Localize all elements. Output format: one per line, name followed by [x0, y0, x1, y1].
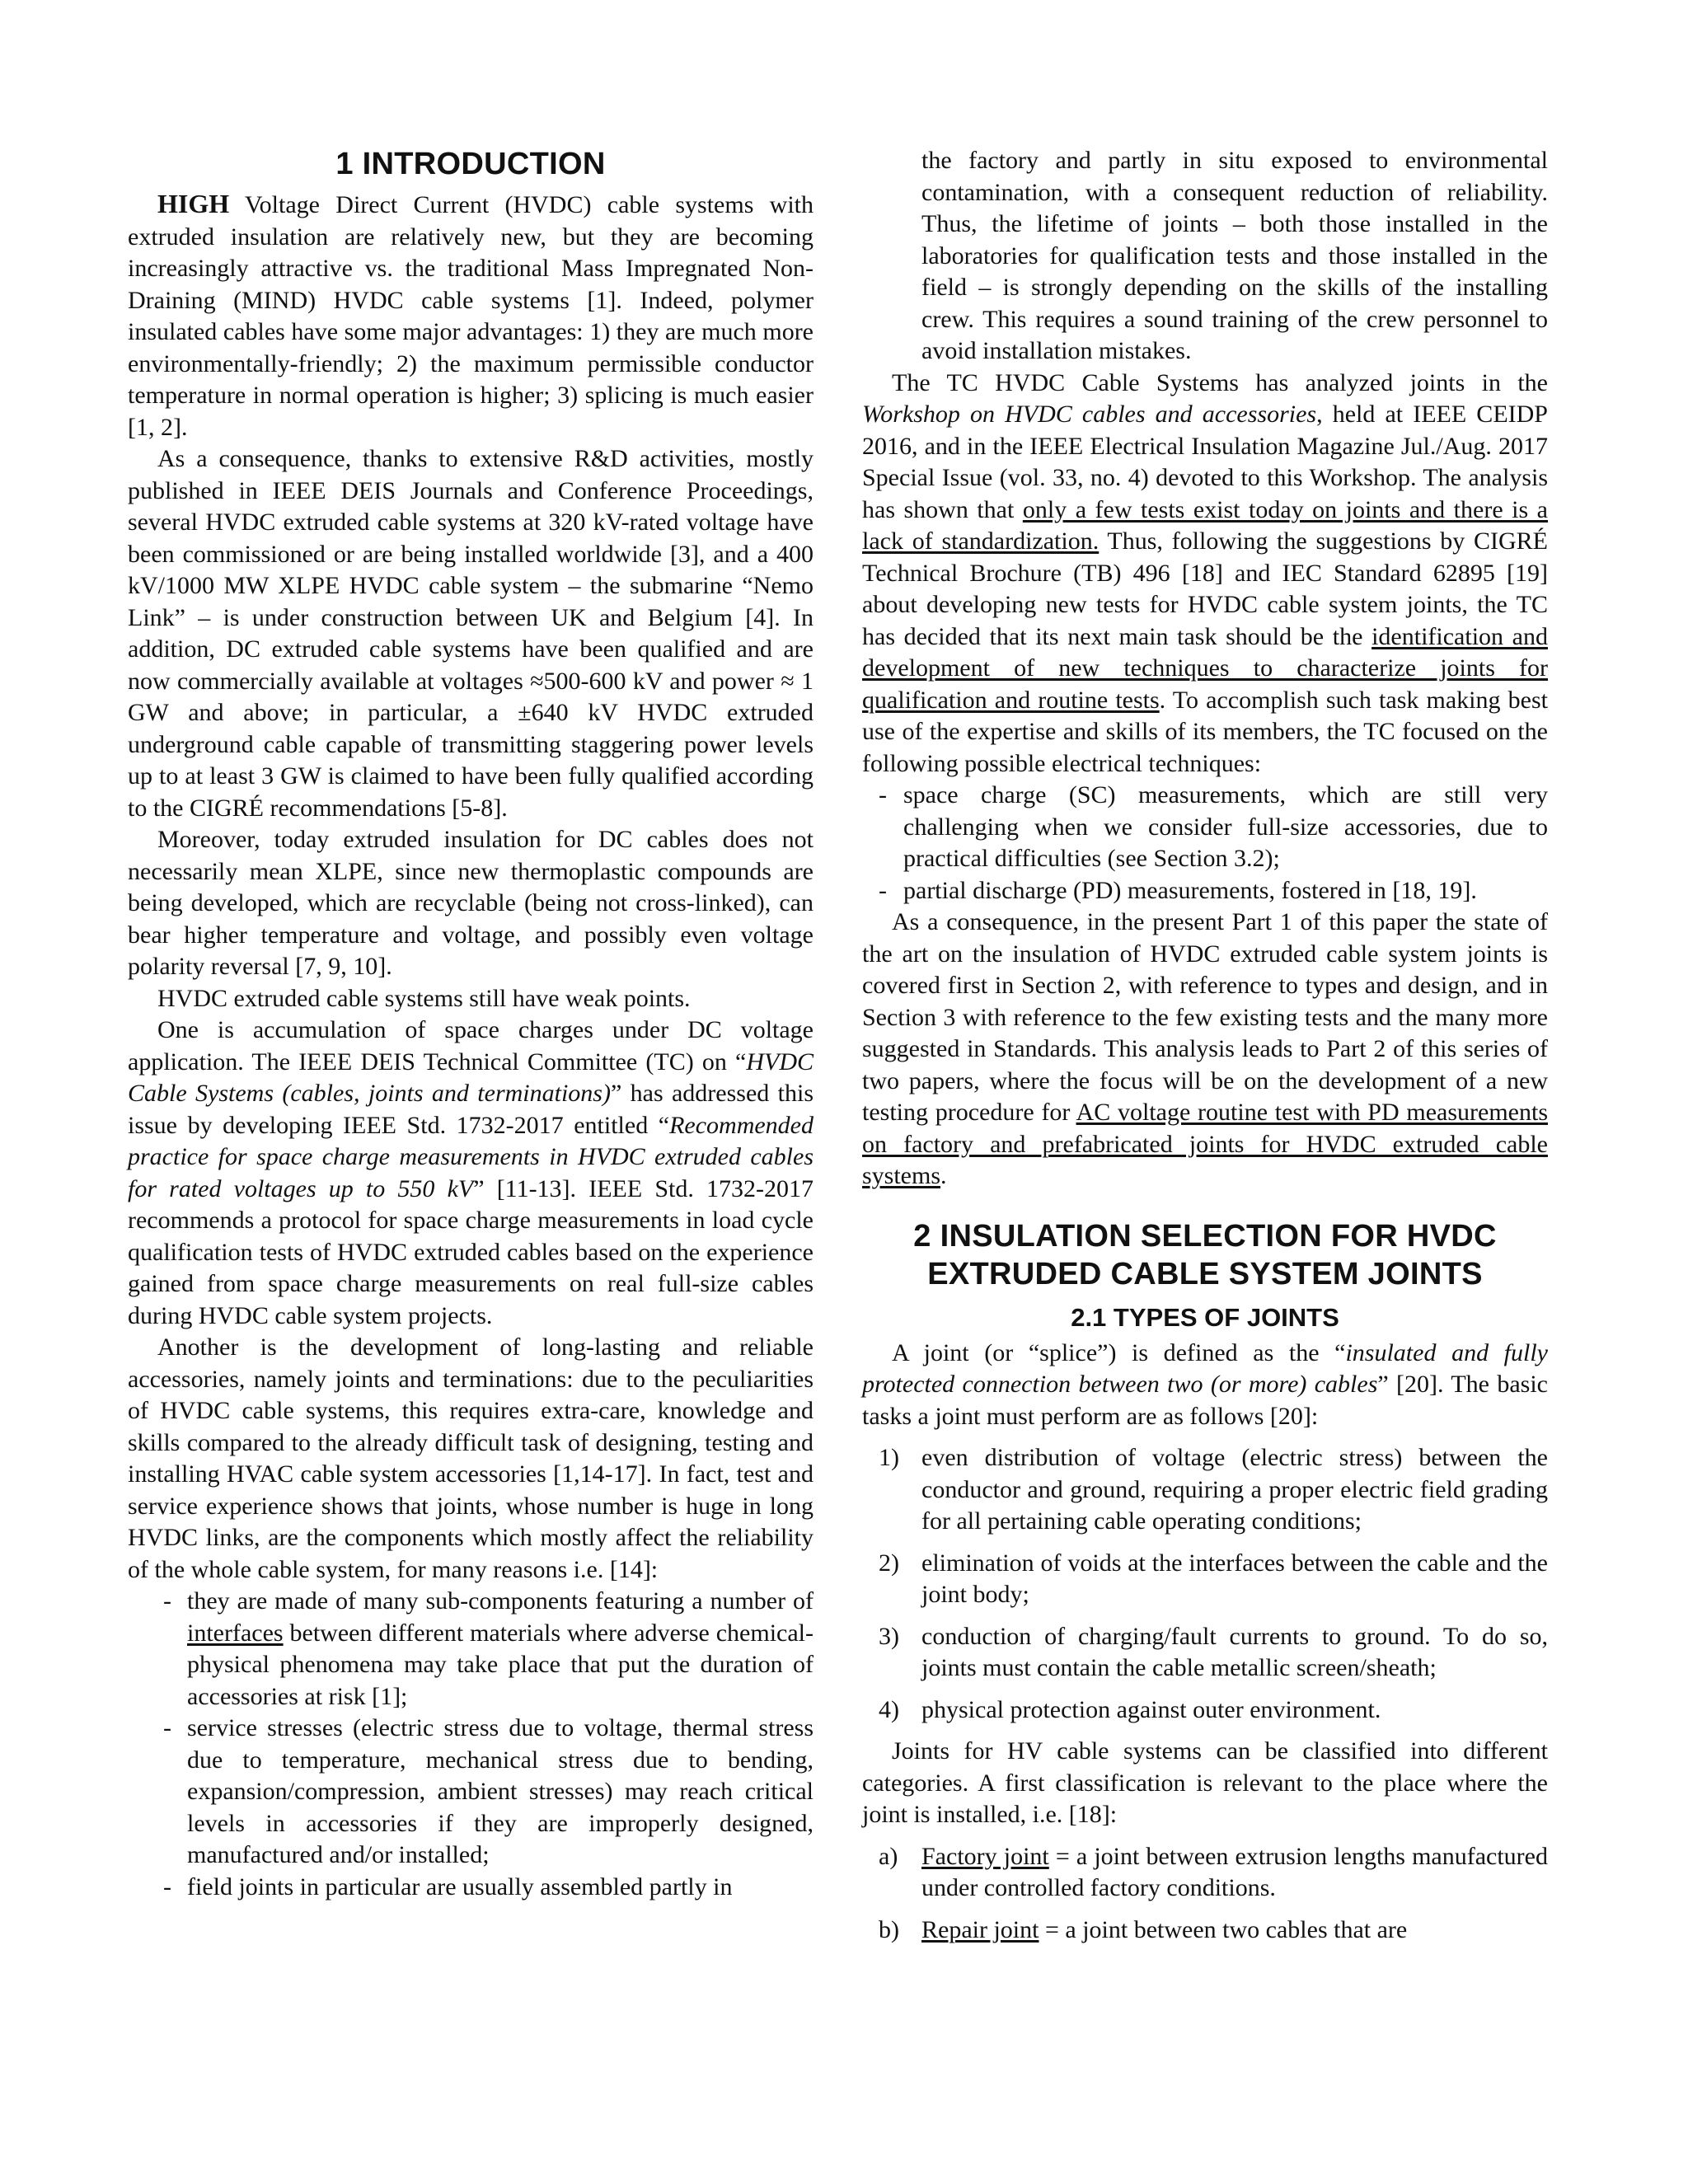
- list-item: b) Repair joint = a joint between two cables that are: [879, 1915, 1408, 1943]
- list-item: - partial discharge (PD) measurements, fostered in [18, 19].: [879, 876, 1477, 904]
- tc-paragraph: The TC HVDC Cable Systems has analyzed joints in the Workshop on HVDC cables and accessories, held at IEEE CEIDP 2016, and in the IEEE Electrical Insulation Magazine Jul./Aug. 2017 Special Issue (vol. 33, no. 4) devoted to this Workshop. The analysis has shown that only a few tests exist today on joints and there is a lack of standardization. Thus, following the suggestions by CIGRÉ Technical Brochure (TB) 496 [18] and IEC Standard 62895 [19] about developing new tests for HVDC cable system joints, the TC has decided that its next main task should be the identification and development of new techniques to characterize joints for qualification and routine tests. To accomplish such task making best use of the expertise and skills of its members, the TC focused on the following possible electrical techniques:: [862, 368, 1548, 777]
- joint-definition-paragraph: A joint (or “splice”) is defined as the “insulated and fully protected connection between two (or more) cables” [20]. The basic tasks a joint must perform are as follows [20]:: [862, 1338, 1548, 1430]
- list-item: - service stresses (electric stress due to voltage, thermal stress due to temperature, mechanical stress due to bending, expansion/compression, ambient stresses) may reach critical levels in accessories if they are improperly designed, manufactured and/or installed;: [163, 1714, 814, 1868]
- list-item: 3) conduction of charging/fault currents to ground. To do so, joints must contain the cable metallic screen/sheath;: [879, 1622, 1548, 1681]
- joint-categories-list: [862, 1841, 1548, 1947]
- intro-paragraph-5: One is accumulation of space charges under DC voltage application. The IEEE DEIS Technical Committee (TC) on “HVDC Cable Systems (cables, joints and terminations)” has addressed this issue by developing IEEE Std. 1732-2017 entitled “Recommended practice for space charge measurements in HVDC extruded cables for rated voltages up to 550 kV” [11-13]. IEEE Std. 1732-2017 recommends a protocol for space charge measurements in load cycle qualification tests of HVDC extruded cables based on the experience gained from space charge measurements on real full-size cables during HVDC cable system projects.: [128, 1016, 814, 1329]
- consequence-paragraph: As a consequence, in the present Part 1 of this paper the state of the art on the insulation of HVDC extruded cable system joints is covered first in Section 2, with reference to types and design, and in Section 3 with reference to the few existing tests and the many more suggested in Standards. This analysis leads to Part 2 of this series of two papers, where the focus will be on the development of a new testing procedure for AC voltage routine test with PD measurements on factory and prefabricated joints for HVDC extruded cable systems.: [862, 908, 1548, 1189]
- list-item: 2) elimination of voids at the interfaces between the cable and the joint body;: [879, 1549, 1548, 1608]
- list-item: - space charge (SC) measurements, which are still very challenging when we consider full-size accessories, due to practical difficulties (see Section 3.2);: [879, 781, 1548, 872]
- list-item: 4) physical protection against outer environment.: [879, 1695, 1381, 1723]
- list-item-continuation: the factory and partly in situ exposed to environmental contamination, with a consequent reduction of reliability. Thus, the lifetime of joints – both those installed in the laboratories for qualification tests and those installed in the field – is strongly depending on the skills of the installing crew. This requires a sound training of the crew personnel to avoid installation mistakes.: [921, 147, 1548, 364]
- list-item: - field joints in particular are usually assembled partly in: [163, 1872, 733, 1900]
- list-item: - they are made of many sub-components featuring a number of interfaces between different materials where adverse chemical-physical phenomena may take place that put the duration of accessories at risk [1];: [163, 1587, 814, 1710]
- techniques-list: [862, 780, 1548, 907]
- subsection-heading-types: 2.1 TYPES OF JOINTS: [1071, 1302, 1339, 1332]
- list-item: 1) even distribution of voltage (electric stress) between the conductor and ground, requiring a proper electric field grading for all pertaining cable operating conditions;: [879, 1444, 1548, 1535]
- intro-paragraph-1: HIGH Voltage Direct Current (HVDC) cable systems with extruded insulation are relatively new, but they are becoming increasingly attractive vs. the traditional Mass Impregnated Non-Draining (MIND) HVDC cable systems [1]. Indeed, polymer insulated cables have some major advantages: 1) they are much more environmentally-friendly; 2) the maximum permissible conductor temperature in normal operation is higher; 3) splicing is much easier [1, 2].: [128, 189, 814, 441]
- section-heading-introduction: 1 INTRODUCTION: [335, 147, 606, 181]
- left-column: [128, 145, 814, 1903]
- intro-paragraph-4: HVDC extruded cable systems still have weak points.: [157, 984, 691, 1012]
- joint-reasons-list: [128, 1586, 814, 1903]
- intro-paragraph-2: As a consequence, thanks to extensive R&D activities, mostly published in IEEE DEIS Journals and Conference Proceedings, several HVDC extruded cable systems at 320 kV-rated voltage have been commissioned or are being installed worldwide [3], and a 400 kV/1000 MW XLPE HVDC cable system – the submarine “Nemo Link” – is under construction between UK and Belgium [4]. In addition, DC extruded cable systems have been qualified and are now commercially available at voltages ≈500-600 kV and power ≈ 1 GW and above; in particular, a ±640 kV HVDC extruded underground cable capable of transmitting staggering power levels up to at least 3 GW is claimed to have been fully qualified according to the CIGRÉ recommendations [5-8].: [128, 445, 814, 822]
- right-column: [862, 145, 1548, 1956]
- drop-word: HIGH: [157, 189, 230, 218]
- classification-paragraph: Joints for HV cable systems can be classified into different categories. A first classification is relevant to the place where the joint is installed, i.e. [18]:: [862, 1737, 1548, 1828]
- joint-tasks-list: [862, 1442, 1548, 1726]
- section-heading-insulation: 2 INSULATION SELECTION FOR HVDC EXTRUDED CABLE SYSTEM JOINTS: [913, 1218, 1497, 1291]
- list-item: a) Factory joint = a joint between extrusion lengths manufactured under controlled factory conditions.: [879, 1842, 1548, 1901]
- intro-paragraph-3: Moreover, today extruded insulation for DC cables does not necessarily mean XLPE, since new thermoplastic compounds are being developed, which are recyclable (being not cross-linked), can bear higher temperature and voltage, and possibly even voltage polarity reversal [7, 9, 10].: [128, 826, 814, 980]
- intro-paragraph-6: Another is the development of long-lasting and reliable accessories, namely joints and terminations: due to the peculiarities of HVDC cable systems, this requires extra-care, knowledge and skills compared to the already difficult task of designing, testing and installing HVAC cable system accessories [1,14-17]. In fact, test and service experience shows that joints, whose number is huge in long HVDC links, are the components which mostly affect the reliability of the whole cable system, for many reasons i.e. [14]:: [128, 1333, 814, 1583]
